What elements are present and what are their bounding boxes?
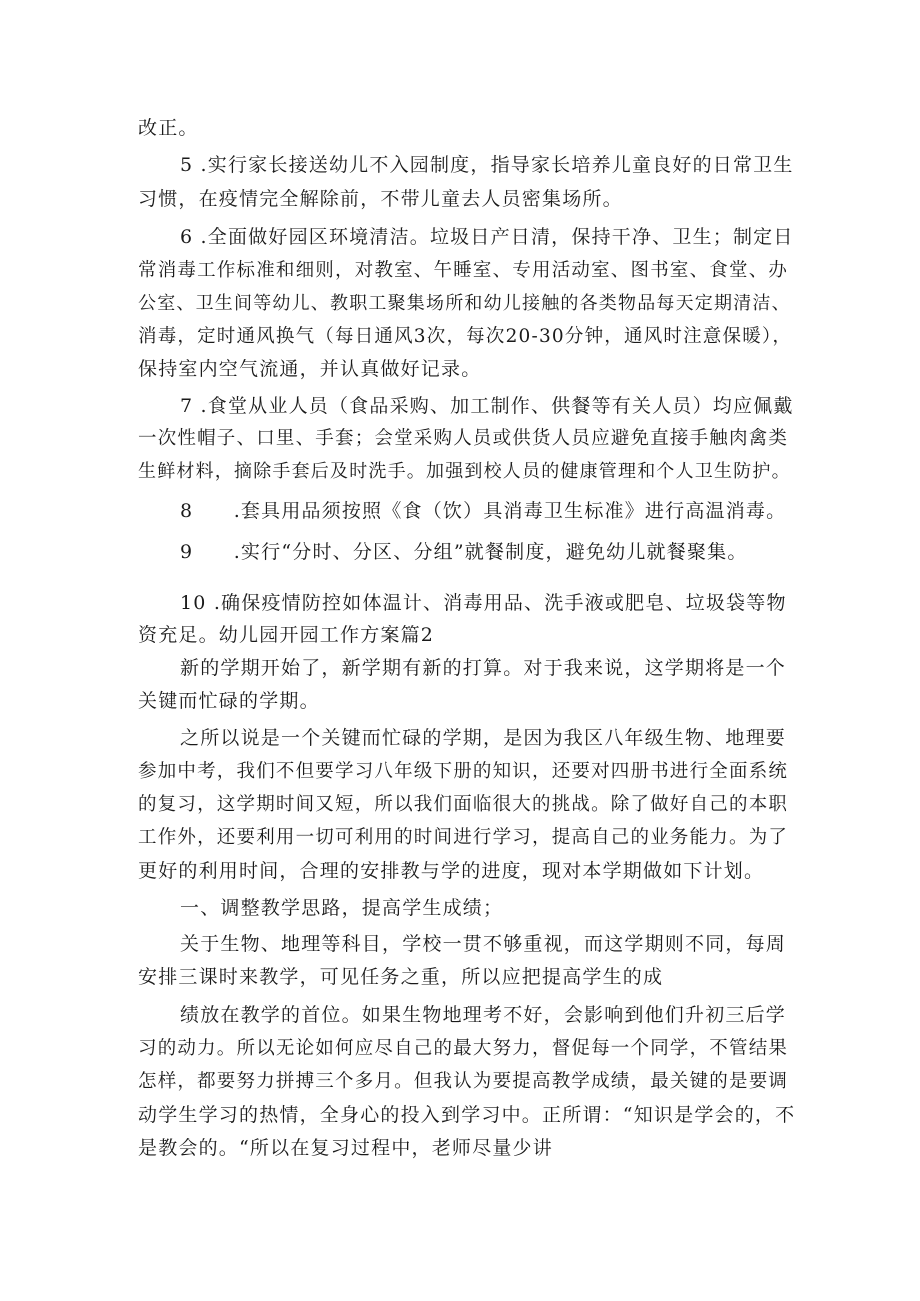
text-line: 是教会的。“所以在复习过程中，老师尽量少讲 <box>138 1137 553 1159</box>
text-line: 新的学期开始了，新学期有新的打算。对于我来说，这学期将是一个 <box>180 657 787 679</box>
text-line: 安排三课时来教学，可见任务之重，所以应把提高学生的成 <box>138 966 664 988</box>
text-line: 生鲜材料，摘除手套后及时洗手。加强到校人员的健康管理和个人卫生防护。 <box>138 461 791 482</box>
section-heading: 一、调整教学思路，提高学生成绩； <box>180 897 504 919</box>
text-line: 8 .套具用品须按照《食（饮）具消毒卫生标准》进行高温消毒。 <box>180 500 787 522</box>
text-line: 关于生物、地理等科目，学校一贯不够重视，而这学期则不同，每周 <box>180 933 787 955</box>
text-line: 公室、卫生间等幼儿、教职工聚集场所和幼儿接触的各类物品每天定期清洁、 <box>138 293 791 314</box>
text-line: 关键而忙碌的学期。 <box>138 690 320 712</box>
text-line: 7 .食堂从业人员（食品采购、加工制作、供餐等有关人员）均应佩戴 <box>180 395 794 417</box>
text-line: 消毒，定时通风换气（每日通风3次，每次20-30分钟，通风时注意保暖）， <box>138 326 793 347</box>
text-line: 资充足。幼儿园开园工作方案篇2 <box>138 624 435 646</box>
text-line: 6 .全面做好园区环境清洁。垃圾日产日清，保持干净、卫生；制定日 <box>180 226 794 248</box>
text-line: 参加中考，我们不但要学习八年级下册的知识，还要对四册书进行全面系统 <box>138 761 789 782</box>
text-line: 之所以说是一个关键而忙碌的学期，是因为我区八年级生物、地理要 <box>180 727 787 749</box>
text-line: 更好的利用时间，合理的安排教与学的进度，现对本学期做如下计划。 <box>138 860 765 882</box>
text-line: 怎样，都要努力拼搏三个多月。但我认为要提高教学成绩，最关键的是要调 <box>138 1071 789 1092</box>
text-line: 绩放在教学的首位。如果生物地理考不好，会影响到他们升初三后学 <box>180 1004 787 1026</box>
text-line: 5 .实行家长接送幼儿不入园制度，指导家长培养儿童良好的日常卫生 <box>180 154 794 176</box>
text-line: 10 .确保疫情防控如体温计、消毒用品、洗手液或肥皂、垃圾袋等物 <box>180 592 787 614</box>
text-line: 的复习，这学期时间又短，所以我们面临很大的挑战。除了做好自己的本职 <box>138 794 789 815</box>
text-line: 9 .实行“分时、分区、分组”就餐制度，避免幼儿就餐聚集。 <box>180 541 748 563</box>
text-line: 习惯，在疫情完全解除前，不带儿童去人员密集场所。 <box>138 188 623 210</box>
text-line: 保持室内空气流通，并认真做好记录。 <box>138 358 482 380</box>
text-line: 改正。 <box>138 117 199 139</box>
text-line: 动学生学习的热情，全身心的投入到学习中。正所谓：“知识是学会的，不 <box>138 1104 796 1126</box>
text-line: 常消毒工作标准和细则，对教室、午睡室、专用活动室、图书室、食堂、办 <box>138 260 789 281</box>
text-line: 习的动力。所以无论如何应尽自己的最大努力，督促每一个同学，不管结果 <box>138 1038 789 1059</box>
text-line: 工作外，还要利用一切可利用的时间进行学习，提高自己的业务能力。为了 <box>138 827 789 848</box>
text-line: 一次性帽子、口里、手套；会堂采购人员或供货人员应避免直接手触肉禽类 <box>138 428 789 449</box>
